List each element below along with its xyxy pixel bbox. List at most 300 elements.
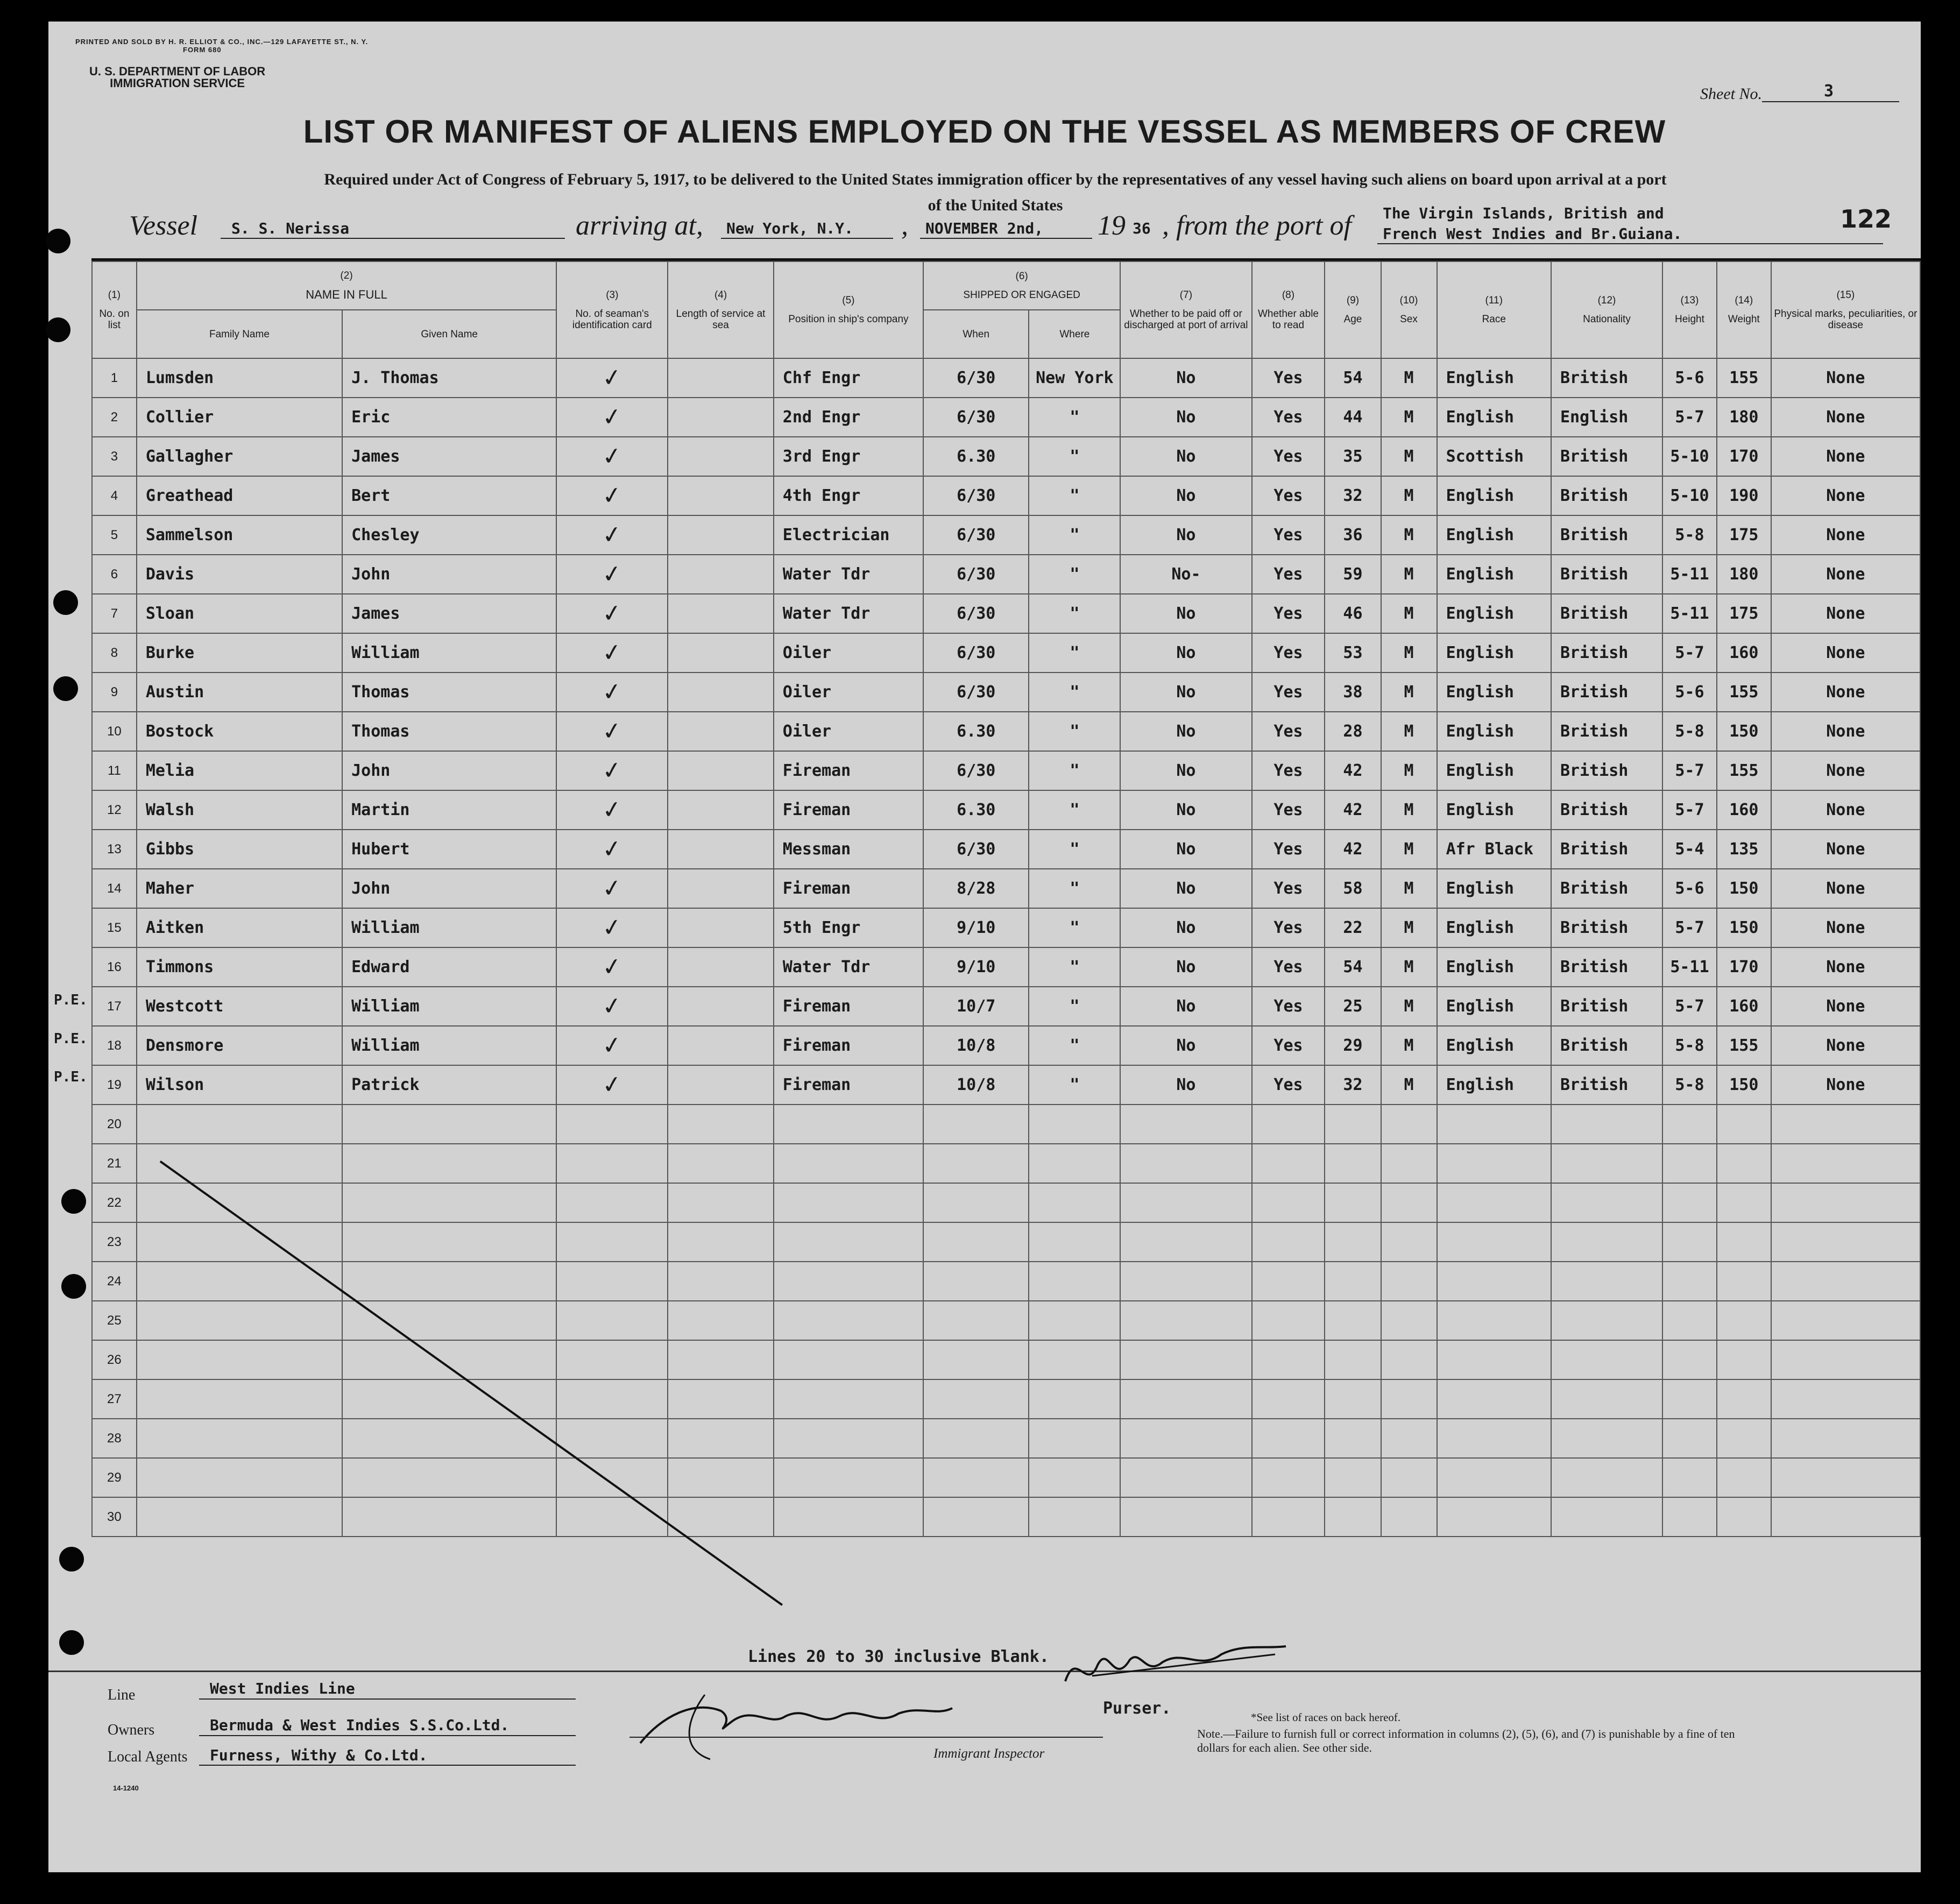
position-cell: Fireman	[774, 1065, 923, 1105]
able-to-read-cell	[1252, 1262, 1325, 1301]
height-cell: 5-11	[1662, 947, 1717, 987]
col-header-paid-off	[1120, 261, 1251, 358]
race-cell: English	[1437, 673, 1551, 712]
height-cell	[1662, 1379, 1717, 1419]
id-card-check-cell	[556, 1105, 668, 1144]
sex-cell: M	[1381, 594, 1437, 633]
service-length-cell	[668, 1026, 773, 1065]
nationality-cell	[1551, 1301, 1662, 1340]
given-name-cell	[342, 1105, 556, 1144]
sex-cell: M	[1381, 1026, 1437, 1065]
able-to-read-cell: Yes	[1252, 555, 1325, 594]
given-name-cell	[342, 1458, 556, 1497]
shipped-where-cell	[1029, 1183, 1120, 1222]
weight-cell: 150	[1717, 712, 1771, 751]
weight-cell: 180	[1717, 555, 1771, 594]
nationality-cell: British	[1551, 987, 1662, 1026]
col-number-8: (8)	[1282, 289, 1295, 301]
position-cell: Oiler	[774, 712, 923, 751]
race-cell	[1437, 1183, 1551, 1222]
shipped-where-cell	[1029, 1379, 1120, 1419]
able-to-read-cell	[1252, 1497, 1325, 1537]
nationality-cell	[1551, 1222, 1662, 1262]
sex-cell: M	[1381, 555, 1437, 594]
physical-marks-cell: None	[1771, 398, 1920, 437]
shipped-when-cell	[923, 1183, 1029, 1222]
family-name-cell: Maher	[137, 869, 342, 908]
row-number-cell: 10	[92, 712, 137, 751]
departure-port-line	[1377, 243, 1883, 244]
paid-off-cell: No	[1120, 790, 1251, 830]
id-card-check-cell: ✓	[554, 665, 670, 719]
shipped-where-cell	[1029, 1222, 1120, 1262]
nationality-cell: British	[1551, 594, 1662, 633]
shipped-when-cell	[923, 1301, 1029, 1340]
given-name-cell	[342, 1222, 556, 1262]
row-number-cell: 17	[92, 987, 137, 1026]
nationality-cell: British	[1551, 515, 1662, 555]
table-row	[92, 790, 1920, 830]
service-length-cell	[668, 1379, 773, 1419]
weight-cell: 180	[1717, 398, 1771, 437]
paid-off-cell	[1120, 1262, 1251, 1301]
row-number-cell: 13	[92, 830, 137, 869]
col-header-given-name: Given Name	[342, 310, 556, 358]
physical-marks-cell	[1771, 1262, 1920, 1301]
paid-off-cell	[1120, 1379, 1251, 1419]
service-name: IMMIGRATION SERVICE	[110, 76, 245, 90]
position-cell: Fireman	[774, 1026, 923, 1065]
able-to-read-cell: Yes	[1252, 358, 1325, 398]
nationality-cell: British	[1551, 1026, 1662, 1065]
shipped-when-cell: 8/28	[923, 869, 1029, 908]
crew-rows	[92, 358, 1920, 1537]
service-length-cell	[668, 751, 773, 790]
able-to-read-cell: Yes	[1252, 437, 1325, 476]
col-number-5: (5)	[842, 295, 855, 306]
page-title: LIST OR MANIFEST OF ALIENS EMPLOYED ON THE VESSEL AS MEMBERS OF CREW	[303, 114, 1666, 150]
shipped-where-cell	[1029, 1105, 1120, 1144]
row-number-cell: 7	[92, 594, 137, 633]
year-suffix: 36	[1133, 220, 1151, 237]
race-cell: Scottish	[1437, 437, 1551, 476]
inspector-signature-line	[629, 1737, 1103, 1738]
family-name-cell: Densmore	[137, 1026, 342, 1065]
sex-cell	[1381, 1144, 1437, 1183]
paid-off-cell: No	[1120, 1065, 1251, 1105]
arrival-date-line	[920, 238, 1092, 239]
paid-off-cell	[1120, 1222, 1251, 1262]
col-title-3: No. of seaman's identification card	[572, 308, 652, 331]
col-header-sex	[1381, 261, 1437, 358]
vessel-name: S. S. Nerissa	[231, 220, 350, 237]
table-row	[92, 869, 1920, 908]
line-label: Line	[108, 1687, 136, 1703]
age-cell	[1325, 1144, 1381, 1183]
row-number-cell: 27	[92, 1379, 137, 1419]
physical-marks-cell: None	[1771, 476, 1920, 515]
nationality-cell: English	[1551, 398, 1662, 437]
id-card-check-cell: ✓	[554, 429, 670, 484]
able-to-read-cell: Yes	[1252, 594, 1325, 633]
age-cell: 32	[1325, 1065, 1381, 1105]
able-to-read-cell	[1252, 1222, 1325, 1262]
physical-marks-cell	[1771, 1379, 1920, 1419]
height-cell: 5-7	[1662, 398, 1717, 437]
table-row	[92, 1379, 1920, 1419]
col-title-9: Age	[1343, 314, 1362, 325]
id-card-check-cell: ✓	[554, 940, 670, 994]
punch-hole	[53, 590, 78, 615]
col-header-weight	[1717, 261, 1771, 358]
table-row	[92, 633, 1920, 673]
col-title-4: Length of service at sea	[676, 308, 766, 331]
family-name-cell	[137, 1222, 342, 1262]
shipped-where-cell: "	[1029, 830, 1120, 869]
height-cell: 5-8	[1662, 1065, 1717, 1105]
shipped-when-cell: 6/30	[923, 515, 1029, 555]
family-name-cell: Walsh	[137, 790, 342, 830]
given-name-cell: William	[342, 908, 556, 947]
able-to-read-cell: Yes	[1252, 712, 1325, 751]
paid-off-cell: No	[1120, 398, 1251, 437]
table-row	[92, 398, 1920, 437]
position-cell: 5th Engr	[774, 908, 923, 947]
height-cell: 5-11	[1662, 555, 1717, 594]
punch-hole	[53, 676, 78, 701]
position-cell	[774, 1105, 923, 1144]
col-header-name	[137, 261, 556, 310]
service-length-cell	[668, 712, 773, 751]
race-cell: English	[1437, 515, 1551, 555]
family-name-cell: Wilson	[137, 1065, 342, 1105]
weight-cell: 175	[1717, 515, 1771, 555]
pe-marker: P.E.	[54, 1069, 88, 1086]
sex-cell	[1381, 1379, 1437, 1419]
age-cell: 59	[1325, 555, 1381, 594]
service-length-cell	[668, 1144, 773, 1183]
nationality-cell: British	[1551, 437, 1662, 476]
nationality-cell	[1551, 1262, 1662, 1301]
service-length-cell	[668, 633, 773, 673]
family-name-cell	[137, 1301, 342, 1340]
row-number-cell: 4	[92, 476, 137, 515]
race-cell: English	[1437, 594, 1551, 633]
position-cell: Water Tdr	[774, 594, 923, 633]
shipped-when-cell	[923, 1262, 1029, 1301]
age-cell: 54	[1325, 358, 1381, 398]
subtitle-line-1: Required under Act of Congress of February 5, 1917, to be delivered to the United States immigration officer by the representatives of any vessel having such aliens on board upon arrival at a port	[324, 171, 1667, 188]
row-number-cell: 19	[92, 1065, 137, 1105]
line-value: West Indies Line	[210, 1680, 355, 1697]
height-cell	[1662, 1105, 1717, 1144]
position-cell: Electrician	[774, 515, 923, 555]
col-header-age	[1325, 261, 1381, 358]
position-cell	[774, 1301, 923, 1340]
sex-cell	[1381, 1497, 1437, 1537]
pe-marker: P.E.	[54, 992, 88, 1008]
id-card-check-cell: ✓	[554, 979, 670, 1034]
weight-cell	[1717, 1222, 1771, 1262]
height-cell: 5-7	[1662, 908, 1717, 947]
weight-cell: 170	[1717, 437, 1771, 476]
shipped-where-cell: "	[1029, 869, 1120, 908]
race-cell	[1437, 1301, 1551, 1340]
shipped-where-cell	[1029, 1340, 1120, 1379]
col-header-id-card	[556, 261, 668, 358]
table-row	[92, 712, 1920, 751]
col-number-15: (15)	[1836, 289, 1855, 301]
row-number-cell: 1	[92, 358, 137, 398]
printer-note	[75, 38, 368, 54]
table-row	[92, 1105, 1920, 1144]
paid-off-cell: No	[1120, 751, 1251, 790]
physical-marks-cell	[1771, 1340, 1920, 1379]
shipped-where-cell: "	[1029, 515, 1120, 555]
age-cell	[1325, 1458, 1381, 1497]
row-number-cell: 2	[92, 398, 137, 437]
race-cell: English	[1437, 633, 1551, 673]
purser-label: Purser.	[1103, 1699, 1171, 1718]
shipped-where-cell: New York	[1029, 358, 1120, 398]
physical-marks-cell	[1771, 1222, 1920, 1262]
col-header-nationality	[1551, 261, 1662, 358]
row-number-cell: 9	[92, 673, 137, 712]
sheet-number-value: 3	[1824, 82, 1834, 101]
given-name-cell: Thomas	[342, 673, 556, 712]
table-row	[92, 555, 1920, 594]
able-to-read-cell	[1252, 1301, 1325, 1340]
family-name-cell: Sammelson	[137, 515, 342, 555]
able-to-read-cell	[1252, 1458, 1325, 1497]
weight-cell	[1717, 1497, 1771, 1537]
id-card-check-cell: ✓	[554, 1058, 670, 1112]
col-number-9: (9)	[1346, 295, 1360, 306]
sex-cell	[1381, 1458, 1437, 1497]
id-card-check-cell: ✓	[554, 547, 670, 601]
id-card-check-cell: ✓	[554, 861, 670, 916]
punch-hole	[46, 317, 70, 342]
sex-cell: M	[1381, 515, 1437, 555]
height-cell	[1662, 1497, 1717, 1537]
service-length-cell	[668, 1497, 773, 1537]
service-length-cell	[668, 1419, 773, 1458]
table-row	[92, 987, 1920, 1026]
footer-rule	[48, 1671, 1921, 1672]
table-row	[92, 1026, 1920, 1065]
weight-cell: 160	[1717, 790, 1771, 830]
height-cell	[1662, 1222, 1717, 1262]
arrival-port-line	[721, 238, 893, 239]
able-to-read-cell: Yes	[1252, 908, 1325, 947]
comma-separator: ,	[901, 210, 908, 241]
position-cell	[774, 1340, 923, 1379]
height-cell: 5-11	[1662, 594, 1717, 633]
weight-cell: 135	[1717, 830, 1771, 869]
shipped-where-cell: "	[1029, 751, 1120, 790]
shipped-where-cell: "	[1029, 555, 1120, 594]
weight-cell: 170	[1717, 947, 1771, 987]
age-cell: 54	[1325, 947, 1381, 987]
shipped-when-cell	[923, 1340, 1029, 1379]
given-name-cell	[342, 1183, 556, 1222]
id-card-check-cell	[556, 1262, 668, 1301]
shipped-where-cell	[1029, 1144, 1120, 1183]
col-number-2: (2)	[340, 270, 353, 281]
id-card-check-cell	[556, 1144, 668, 1183]
weight-cell: 155	[1717, 1026, 1771, 1065]
paid-off-cell	[1120, 1419, 1251, 1458]
able-to-read-cell: Yes	[1252, 398, 1325, 437]
age-cell	[1325, 1262, 1381, 1301]
race-cell	[1437, 1144, 1551, 1183]
nationality-cell: British	[1551, 476, 1662, 515]
shipped-where-cell	[1029, 1419, 1120, 1458]
physical-marks-cell: None	[1771, 1026, 1920, 1065]
weight-cell	[1717, 1379, 1771, 1419]
height-cell	[1662, 1419, 1717, 1458]
table-row	[92, 594, 1920, 633]
race-cell: English	[1437, 712, 1551, 751]
id-card-check-cell: ✓	[554, 901, 670, 955]
age-cell	[1325, 1222, 1381, 1262]
service-length-cell	[668, 947, 773, 987]
given-name-cell: James	[342, 437, 556, 476]
able-to-read-cell	[1252, 1144, 1325, 1183]
col-title-8: Whether able to read	[1257, 308, 1319, 331]
given-name-cell: William	[342, 1026, 556, 1065]
table-row	[92, 830, 1920, 869]
shipped-where-cell: "	[1029, 476, 1120, 515]
id-card-check-cell: ✓	[554, 822, 670, 876]
paid-off-cell: No	[1120, 515, 1251, 555]
race-cell: English	[1437, 398, 1551, 437]
family-name-cell	[137, 1497, 342, 1537]
col-title-10: Sex	[1400, 314, 1418, 325]
sex-cell: M	[1381, 437, 1437, 476]
sex-cell: M	[1381, 869, 1437, 908]
race-cell	[1437, 1497, 1551, 1537]
shipped-when-cell: 6.30	[923, 712, 1029, 751]
manifest-sheet	[48, 22, 1921, 1872]
family-name-cell	[137, 1419, 342, 1458]
col-title-15: Physical marks, peculiarities, or disease	[1774, 308, 1917, 331]
race-cell: English	[1437, 869, 1551, 908]
col-title-6: SHIPPED OR ENGAGED	[963, 289, 1080, 301]
service-length-cell	[668, 790, 773, 830]
sex-cell: M	[1381, 712, 1437, 751]
given-name-cell: John	[342, 869, 556, 908]
shipped-where-cell: "	[1029, 1065, 1120, 1105]
age-cell: 42	[1325, 830, 1381, 869]
race-cell: Afr Black	[1437, 830, 1551, 869]
sex-cell: M	[1381, 633, 1437, 673]
age-cell	[1325, 1419, 1381, 1458]
given-name-cell: William	[342, 633, 556, 673]
inspector-label: Immigrant Inspector	[933, 1746, 1045, 1761]
sex-cell: M	[1381, 398, 1437, 437]
family-name-cell	[137, 1105, 342, 1144]
height-cell	[1662, 1144, 1717, 1183]
col-title-13: Height	[1674, 314, 1704, 325]
col-header-family-name: Family Name	[137, 310, 342, 358]
sex-cell	[1381, 1105, 1437, 1144]
age-cell: 28	[1325, 712, 1381, 751]
row-number-cell: 21	[92, 1144, 137, 1183]
able-to-read-cell: Yes	[1252, 869, 1325, 908]
col-title-12: Nationality	[1583, 314, 1631, 325]
col-title-11: Race	[1482, 314, 1506, 325]
given-name-cell	[342, 1419, 556, 1458]
paid-off-cell: No	[1120, 633, 1251, 673]
subtitle-line-2: of the United States	[928, 196, 1063, 214]
physical-marks-cell	[1771, 1458, 1920, 1497]
table-row	[92, 1340, 1920, 1379]
race-cell	[1437, 1458, 1551, 1497]
col-header-position	[774, 261, 923, 358]
family-name-cell	[137, 1144, 342, 1183]
race-cell	[1437, 1262, 1551, 1301]
shipped-where-cell: "	[1029, 1026, 1120, 1065]
paid-off-cell: No	[1120, 594, 1251, 633]
physical-marks-cell: None	[1771, 751, 1920, 790]
paid-off-cell: No	[1120, 1026, 1251, 1065]
height-cell	[1662, 1301, 1717, 1340]
id-card-check-cell: ✓	[554, 390, 670, 444]
arriving-label: arriving at,	[576, 210, 703, 241]
id-card-check-cell	[556, 1340, 668, 1379]
age-cell	[1325, 1379, 1381, 1419]
weight-cell	[1717, 1301, 1771, 1340]
paid-off-cell: No	[1120, 947, 1251, 987]
paid-off-cell: No	[1120, 437, 1251, 476]
physical-marks-cell: None	[1771, 673, 1920, 712]
given-name-cell: James	[342, 594, 556, 633]
col-header-physical-marks	[1771, 261, 1920, 358]
given-name-cell: John	[342, 751, 556, 790]
family-name-cell: Gallagher	[137, 437, 342, 476]
family-name-cell: Timmons	[137, 947, 342, 987]
arrival-date: NOVEMBER 2nd,	[925, 220, 1044, 237]
shipped-when-cell	[923, 1458, 1029, 1497]
service-length-cell	[668, 398, 773, 437]
row-number-cell: 26	[92, 1340, 137, 1379]
shipped-when-cell: 6/30	[923, 830, 1029, 869]
table-row	[92, 1222, 1920, 1262]
family-name-cell: Austin	[137, 673, 342, 712]
pe-marker: P.E.	[54, 1030, 88, 1047]
given-name-cell: Hubert	[342, 830, 556, 869]
sex-cell: M	[1381, 790, 1437, 830]
family-name-cell	[137, 1379, 342, 1419]
shipped-where-cell: "	[1029, 437, 1120, 476]
given-name-cell	[342, 1340, 556, 1379]
shipped-when-cell	[923, 1105, 1029, 1144]
row-number-cell: 23	[92, 1222, 137, 1262]
nationality-cell	[1551, 1340, 1662, 1379]
given-name-cell: Patrick	[342, 1065, 556, 1105]
weight-cell	[1717, 1183, 1771, 1222]
position-cell	[774, 1144, 923, 1183]
height-cell	[1662, 1183, 1717, 1222]
table-row	[92, 947, 1920, 987]
shipped-when-cell: 6/30	[923, 476, 1029, 515]
service-length-cell	[668, 673, 773, 712]
sex-cell	[1381, 1222, 1437, 1262]
sex-cell: M	[1381, 908, 1437, 947]
line-underline	[199, 1698, 576, 1700]
service-length-cell	[668, 1301, 773, 1340]
